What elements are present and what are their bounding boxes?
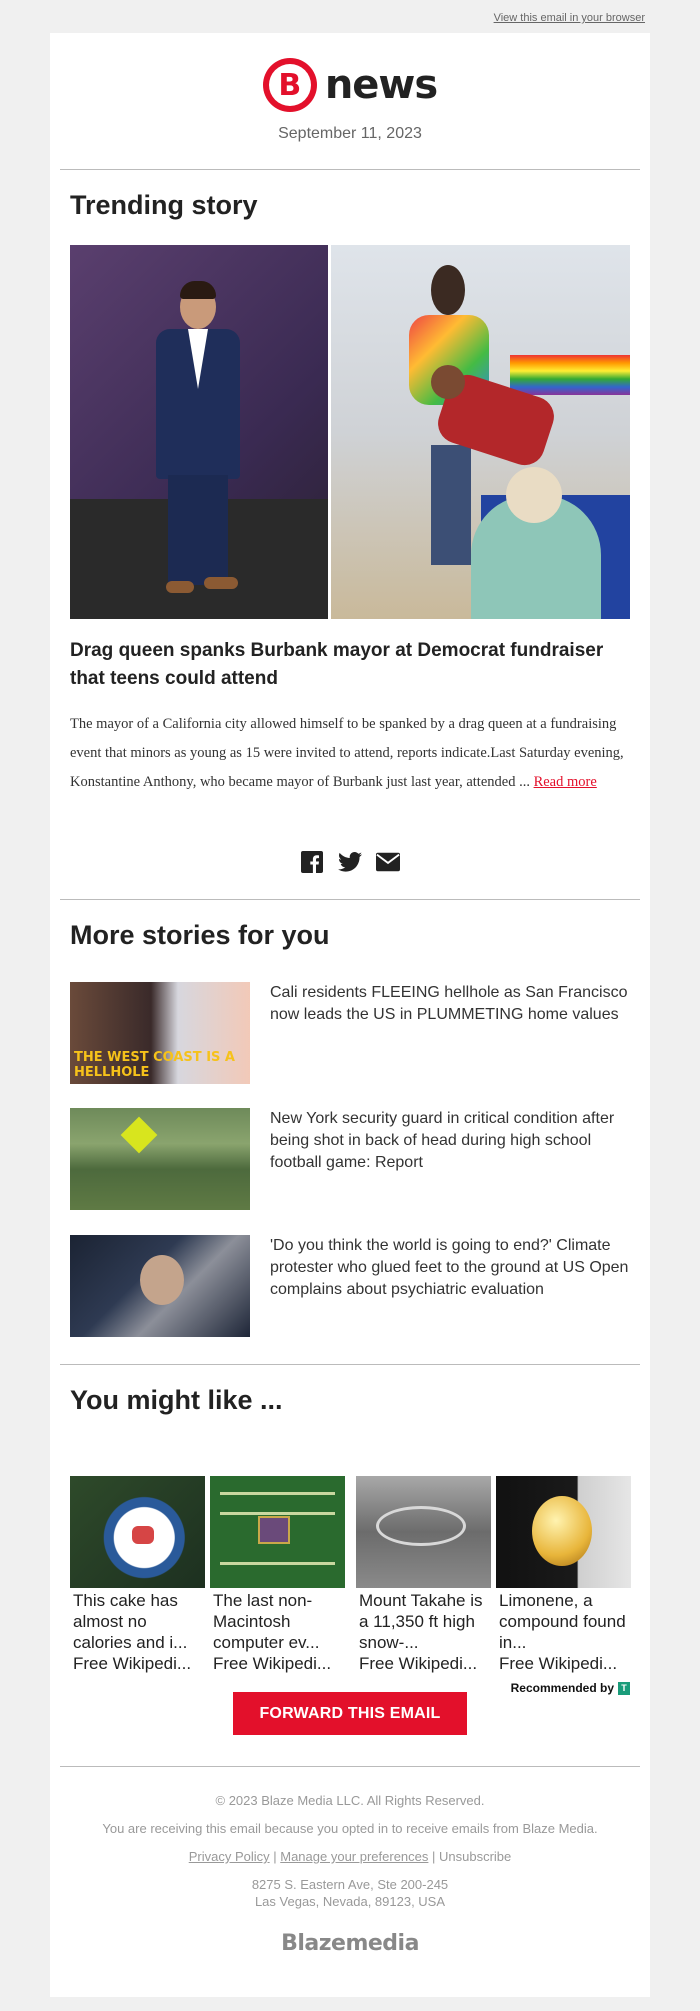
divider — [60, 1364, 640, 1365]
story-thumbnail — [70, 1108, 250, 1210]
blaze-media-logo[interactable]: Blazemedia — [281, 1931, 419, 1956]
recommendation-image — [70, 1476, 205, 1588]
view-in-browser-link[interactable]: View this email in your browser — [493, 12, 645, 24]
recommendation-title: Limonene, a compound found in... — [499, 1591, 626, 1652]
story-title[interactable]: 'Do you think the world is going to end?' Climate protester who glued feet to the ground at US Open complains about psychiatric evaluation — [270, 1237, 629, 1298]
copyright: © 2023 Blaze Media LLC. All Rights Reserved. — [215, 1793, 485, 1808]
read-more-link[interactable]: Read more — [533, 774, 597, 790]
email-icon[interactable] — [376, 851, 400, 873]
story-title[interactable]: Cali residents FLEEING hellhole as San Francisco now leads the US in PLUMMETING home values — [270, 984, 628, 1023]
recommendation-source: Free Wikipedi... — [359, 1654, 478, 1673]
blaze-news-logo[interactable] — [50, 55, 650, 115]
facebook-icon[interactable] — [300, 851, 324, 873]
recommendation-source: Free Wikipedi... — [73, 1654, 192, 1673]
you-might-like-heading: You might like ... — [70, 1385, 283, 1415]
footer-links: Privacy Policy | Manage your preferences | Unsubscribe — [188, 1849, 512, 1864]
divider — [60, 1766, 640, 1767]
recommendation-card[interactable] — [496, 1476, 631, 1674]
story-item[interactable] — [70, 1108, 630, 1210]
forward-email-button[interactable]: FORWARD THIS EMAIL — [233, 1692, 467, 1735]
logo-wordmark: news — [324, 62, 438, 108]
divider — [60, 899, 640, 900]
trending-heading: Trending story — [70, 190, 258, 220]
story-item[interactable] — [70, 1235, 630, 1337]
blaze-logo-icon: B — [263, 58, 317, 112]
email-card — [50, 33, 650, 1997]
recommendation-image — [356, 1476, 491, 1588]
trending-headline[interactable]: Drag queen spanks Burbank mayor at Democrat fundraiser that teens could attend — [70, 640, 604, 689]
divider — [60, 169, 640, 170]
opt-in-notice: You are receiving this email because you opted in to receive emails from Blaze Media. — [102, 1821, 598, 1836]
recommendation-source: Free Wikipedi... — [499, 1654, 618, 1673]
top-bar — [0, 0, 700, 33]
story-title[interactable]: New York security guard in critical condition after being shot in back of head during high school football game: Report — [270, 1110, 615, 1171]
trending-summary: The mayor of a California city allowed himself to be spanked by a drag queen at a fundraising event that minors as young as 15 were invited to attend, reports indicate.Last Saturday evening, Konstantine Anthony, who became mayor of Burbank just last year, attended ... Read more — [70, 716, 624, 790]
recommendation-card[interactable] — [70, 1476, 205, 1674]
recommendations — [70, 1476, 630, 1676]
more-stories-heading: More stories for you — [70, 920, 330, 950]
twitter-icon[interactable] — [338, 851, 362, 873]
privacy-policy-link[interactable]: Privacy Policy — [188, 1849, 270, 1864]
manage-preferences-link[interactable]: Manage your preferences — [280, 1849, 429, 1864]
recommendation-image — [210, 1476, 345, 1588]
recommendation-image — [496, 1476, 631, 1588]
story-thumbnail — [70, 1235, 250, 1337]
recommended-by[interactable]: Recommended by T — [511, 1681, 630, 1695]
recommendation-title: This cake has almost no calories and i... — [73, 1591, 188, 1652]
recommendation-title: The last non-Macintosh computer ev... — [213, 1591, 320, 1652]
story-item[interactable] — [70, 982, 630, 1084]
recommendation-card[interactable] — [210, 1476, 345, 1674]
mayor-photo — [70, 245, 328, 619]
event-photo — [331, 245, 630, 619]
recommendation-title: Mount Takahe is a 11,350 ft high snow-... — [359, 1591, 483, 1652]
story-thumbnail: THE WEST COAST IS A HELLHOLE — [70, 982, 250, 1084]
recommendation-card[interactable] — [356, 1476, 491, 1674]
share-icons — [50, 851, 650, 873]
address-line-1: 8275 S. Eastern Ave, Ste 200-245 — [251, 1877, 449, 1892]
issue-date: September 11, 2023 — [278, 125, 422, 142]
taboola-icon: T — [618, 1682, 630, 1695]
recommendation-source: Free Wikipedi... — [213, 1654, 332, 1673]
address-line-2: Las Vegas, Nevada, 89123, USA — [254, 1894, 446, 1909]
trending-image[interactable] — [70, 245, 630, 619]
unsubscribe-link[interactable]: Unsubscribe — [439, 1849, 512, 1864]
